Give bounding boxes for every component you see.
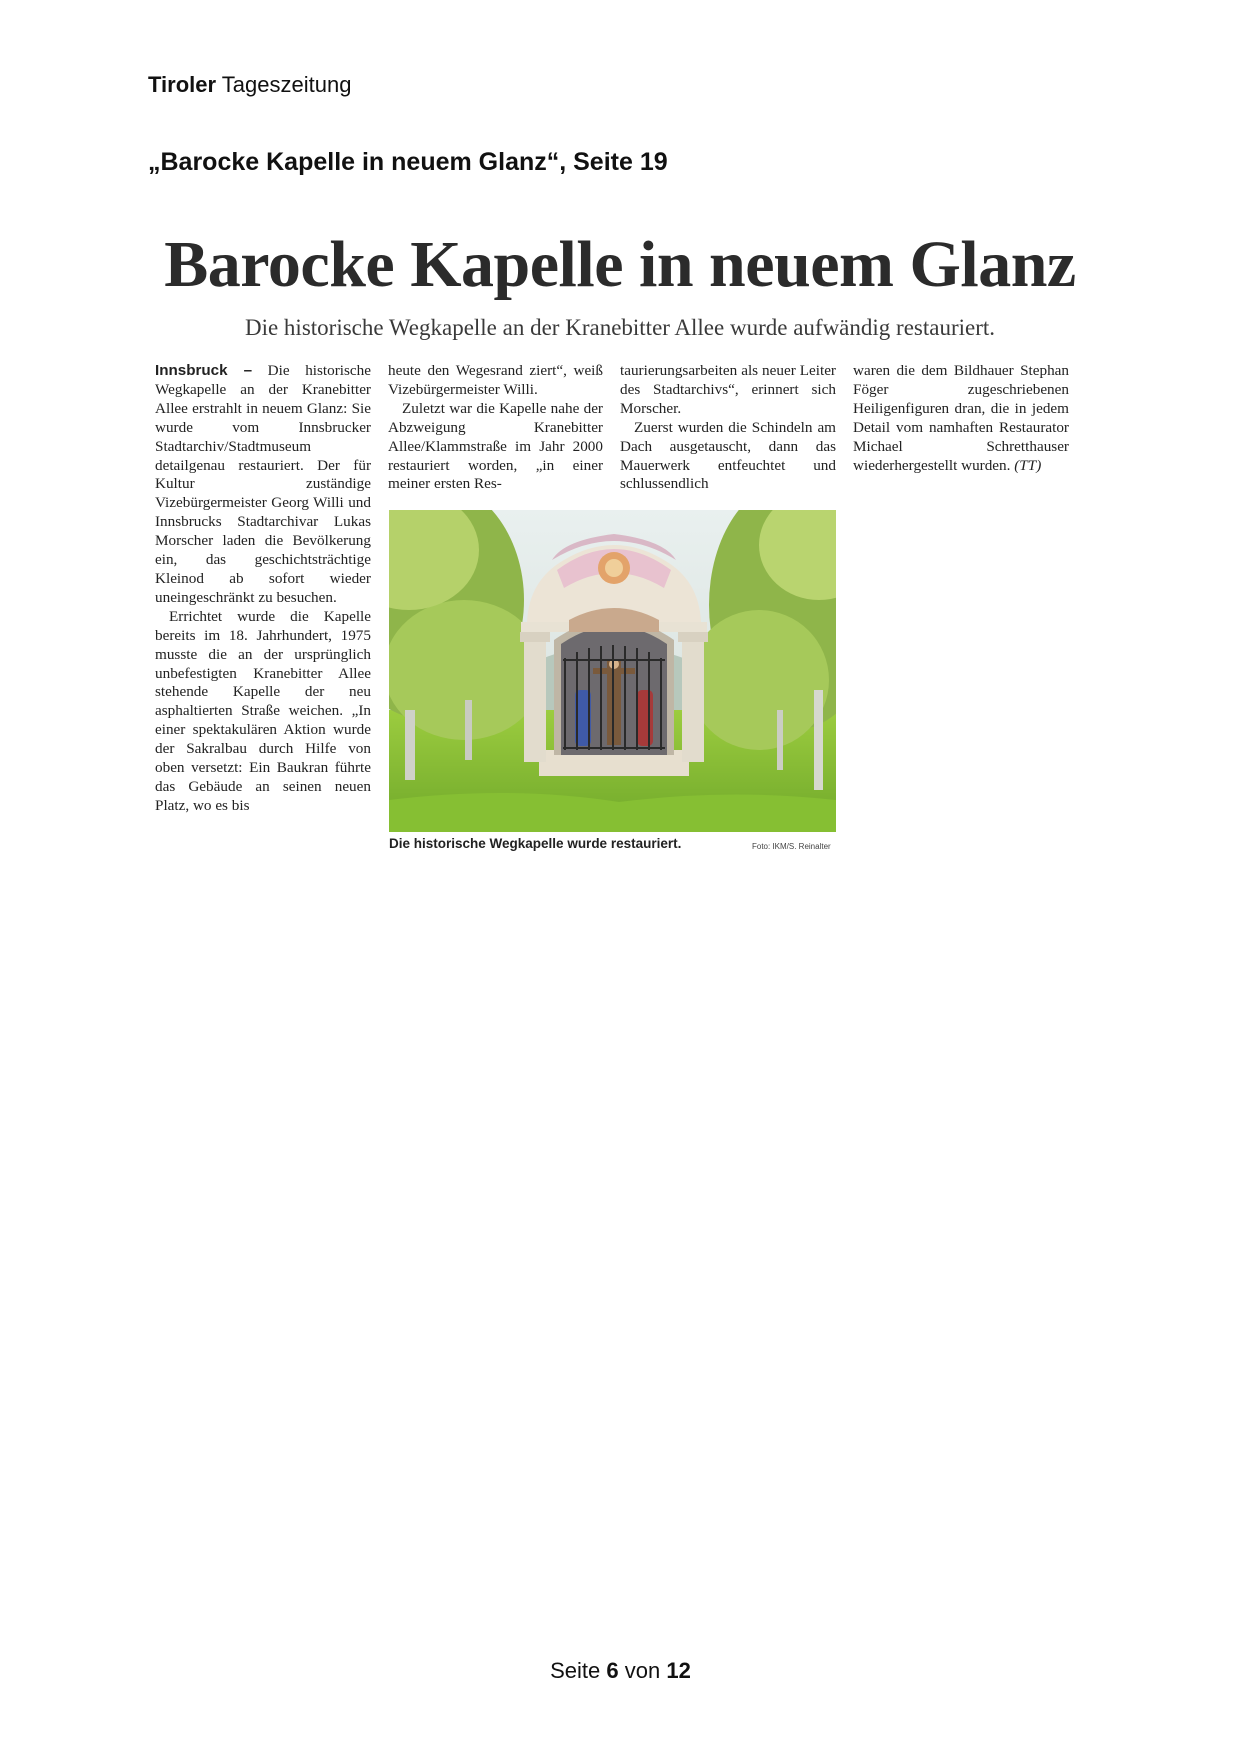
article-paragraph: heute den Wegesrand ziert“, weiß Vizebürgermeister Willi. bbox=[388, 362, 603, 398]
article-paragraph bbox=[853, 362, 1069, 475]
current-page: 6 bbox=[606, 1658, 619, 1683]
article-paragraph: taurierungsarbeiten als neuer Leiter des Stadtarchivs“, erinnert sich Morscher. bbox=[620, 362, 836, 417]
article-subheadline: Die historische Wegkapelle an der Kranebitter Allee wurde aufwändig restauriert. bbox=[244, 315, 996, 340]
page-footer bbox=[0, 1658, 1241, 1684]
photo-caption: Die historische Wegkapelle wurde restauriert. bbox=[389, 836, 682, 851]
article-paragraph bbox=[155, 362, 371, 608]
chapel-illustration bbox=[389, 510, 836, 832]
paragraph-text: waren die dem Bildhauer Stephan Föger zugeschriebenen Heiligenfiguren dran, die in jedem Detail vom namhaften Restaurator Michael Schretthauser wiederhergestellt wurden. bbox=[853, 362, 1069, 474]
article-column-2 bbox=[388, 362, 603, 494]
footer-prefix: Seite bbox=[550, 1658, 601, 1683]
article-column-4 bbox=[853, 362, 1069, 475]
photo-credit: Foto: IKM/S. Reinalter bbox=[752, 842, 831, 851]
article-headline: Barocke Kapelle in neuem Glanz bbox=[164, 228, 1076, 301]
publication-name bbox=[148, 72, 351, 98]
author-signature: (TT) bbox=[1014, 456, 1042, 474]
paragraph-text: Die historische Wegkapelle an der Kranebitter Allee erstrahlt in neuem Glanz: Sie wurde vom Innsbrucker Stadtarchiv/Stadtmuseum detailgenau restauriert. Der für Kultur zuständige Vizebürgermeister Georg Willi und Innsbrucks Stadtarchivar Lukas Morscher laden die Bevölkerung ein, das geschichtsträchtige Kleinod ab sofort wieder uneingeschränkt zu besuchen. bbox=[155, 362, 372, 606]
clip-reference: „Barocke Kapelle in neuem Glanz“, Seite 19 bbox=[148, 148, 668, 176]
total-pages: 12 bbox=[666, 1658, 691, 1683]
article-column-3 bbox=[620, 362, 836, 494]
article-column-1 bbox=[155, 362, 371, 816]
dateline: Innsbruck – bbox=[155, 362, 253, 379]
chapel-photo bbox=[389, 510, 836, 832]
publication-name-bold: Tiroler bbox=[148, 72, 217, 97]
article-paragraph: Zuletzt war die Kapelle nahe der Abzweigung Kranebitter Allee/Klammstraße im Jahr 2000 restauriert worden, „in einer meiner ersten Res- bbox=[388, 399, 603, 493]
footer-middle: von bbox=[624, 1658, 661, 1683]
publication-name-rest: Tageszeitung bbox=[221, 72, 352, 97]
article-paragraph: Zuerst wurden die Schindeln am Dach ausgetauscht, dann das Mauerwerk entfeuchtet und schlussendlich bbox=[620, 418, 836, 493]
article-paragraph: Errichtet wurde die Kapelle bereits im 18. Jahrhundert, 1975 musste die an der ursprünglich unbefestigten Kranebitter Allee stehende Kapelle der neu asphaltierten Straße weichen. „In einer spektakulären Aktion wurde der Sakralbau durch Hilfe von oben versetzt: Ein Baukran führte das Gebäude an seinen neuen Platz, wo es bis bbox=[155, 607, 371, 814]
